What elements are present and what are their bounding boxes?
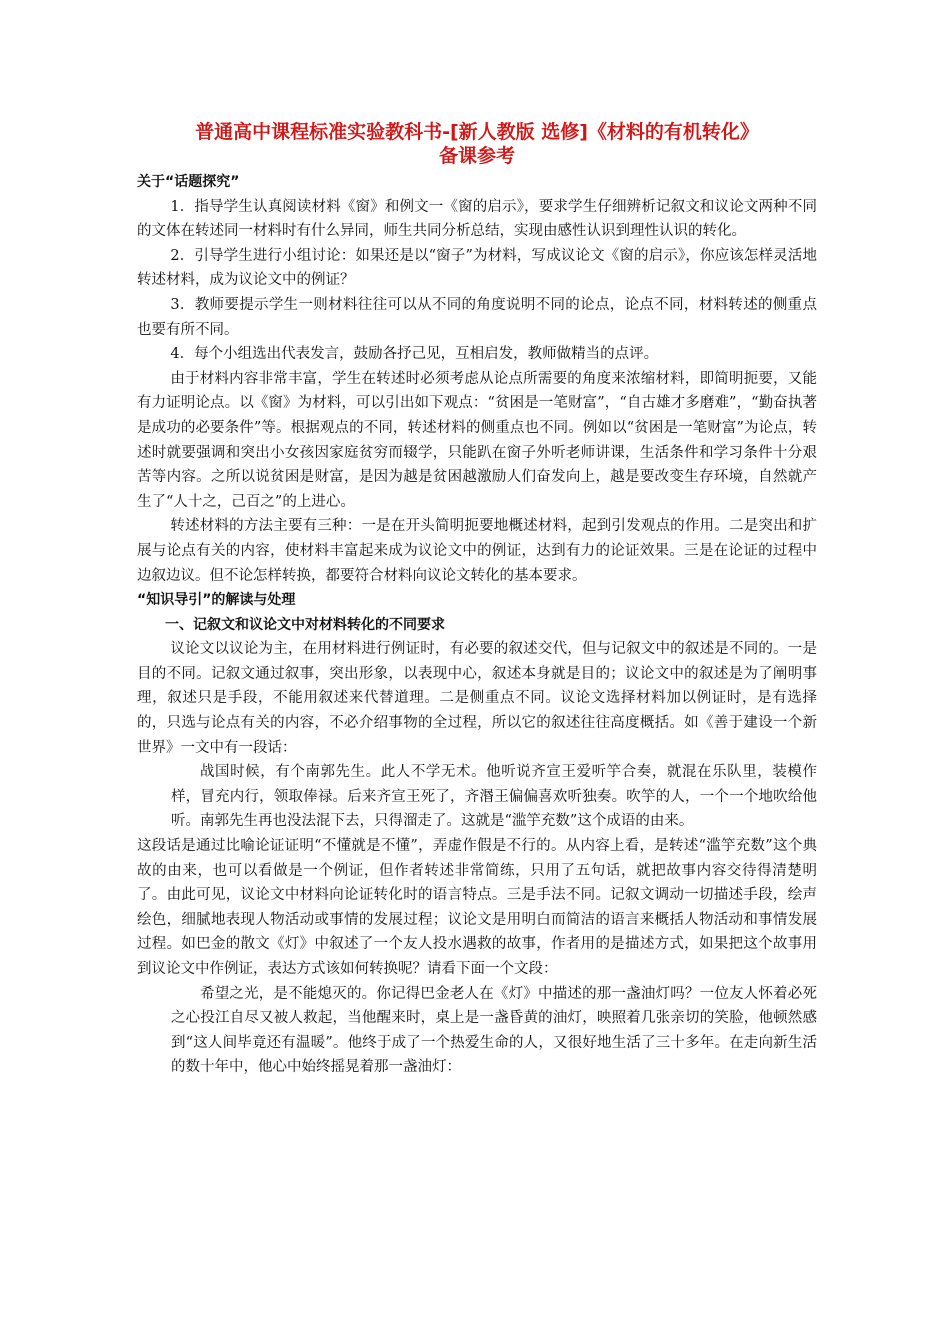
paragraph-4: 4．每个小组选出代表发言，鼓励各抒己见，互相启发，教师做精当的点评。 — [170, 346, 659, 363]
paragraph-1: 1．指导学生认真阅读材料《窗》和例文一《窗的启示》，要求学生仔细辨析记叙文和议论文两种不同的文体在转述同一材料时有什么异同，师生共同分析总结，实现由感性认识到理性认识的转化。 — [137, 198, 817, 240]
paragraph-8: 这段话是通过比喻论证证明“不懂就是不懂”，弄虚作假是不行的。从内容上看，是转述“滥竽充数”这个典故的由来，也可以看做是一个例证，但作者转述非常简练，只用了五句话，就把故事内容交待得清楚明了。由此可见，议论文中材料向论证转化时的语言特点。三是手法不同。记叙文调动一切描述手段，绘声绘色，细腻地表现人物活动或事情的发展过程；议论文是用明白而简洁的语言来概括人物活动和事情发展过程。如巴金的散文《灯》中叙述了一个友人投水遇救的故事，作者用的是描述方式，如果把这个故事用到议论文中作例证，表达方式该如何转换呢？请看下面一个文段： — [137, 838, 817, 977]
title-line-1: 普通高中课程标准实验教科书-[新人教版 选修]《材料的有机转化》 — [195, 121, 759, 143]
paragraph-5: 由于材料内容非常丰富，学生在转述时必须考虑从论点所需要的角度来浓缩材料，即简明扼要，又能有力证明论点。以《窗》为材料，可以引出如下观点：“贫困是一笔财富”，“自古雄才多磨难”，“勤奋执著是成功的必要条件”等。根据观点的不同，转述材料的侧重点也不同。例如以“贫困是一笔财富”为论点，转述时就要强调和突出小女孩因家庭贫穷而辍学，只能趴在窗子外听老师讲课，生活条件和学习条件十分艰苦等内容。之所以说贫困是财富，是因为越是贫困越激励人们奋发向上，越是要改变生存环境，自然就产生了“人十之，己百之”的上进心。 — [137, 370, 817, 510]
document-page — [137, 120, 817, 1080]
paragraph-7: 议论文以议论为主，在用材料进行例证时，有必要的叙述交代，但与记叙文中的叙述是不同的。一是目的不同。记叙文通过叙事，突出形象，以表现中心，叙述本身就是目的；议论文中的叙述是为了阐明事理，叙述只是手段，不能用叙述来代替道理。二是侧重点不同。议论文选择材料加以例证时，是有选择的，只选与论点有关的内容，不必介绍事物的全过程，所以它的叙述往往高度概括。如《善于建设一个新世界》一文中有一段话： — [137, 641, 817, 756]
section-heading-knowledge-guide: “知识导引”的解读与处理 — [137, 592, 296, 609]
section-heading-topic-inquiry: 关于“话题探究” — [137, 174, 240, 190]
subheading-material-conversion: 一、记叙文和议论文中对材料转化的不同要求 — [165, 616, 445, 633]
paragraph-3: 3．教师要提示学生一则材料往往可以从不同的角度说明不同的论点，论点不同，材料转述的侧重点也要有所不同。 — [137, 296, 817, 338]
quote-block-1: 战国时候，有个南郭先生。此人不学无术。他听说齐宣王爱听竽合奏，就混在乐队里，装模作样，冒充内行，领取俸禄。后来齐宣王死了，齐湣王偏偏喜欢听独奏。吹竽的人，一个一个地吹给他听。南郭先生再也没法混下去，只得溜走了。这就是“滥竽充数”这个成语的由来。 — [171, 764, 817, 830]
document-title — [127, 120, 827, 168]
paragraph-2: 2．引导学生进行小组讨论：如果还是以“窗子”为材料，写成议论文《窗的启示》，你应该怎样灵活地转述材料，成为议论文中的例证？ — [137, 247, 817, 289]
quote-block-2: 希望之光，是不能熄灭的。你记得巴金老人在《灯》中描述的那一盏油灯吗？一位友人怀着必死之心投江自尽又被人救起，当他醒来时，桌上是一盏昏黄的油灯，映照着几张亲切的笑脸，他顿然感到“这人间毕竟还有温暖”。他终于成了一个热爱生命的人，又很好地生活了三十多年。在走向新生活的数十年中，他心中始终摇晃着那一盏油灯： — [171, 985, 817, 1076]
title-line-2: 备课参考 — [438, 145, 515, 167]
paragraph-6: 转述材料的方法主要有三种：一是在开头简明扼要地概述材料，起到引发观点的作用。二是突出和扩展与论点有关的内容，使材料丰富起来成为议论文中的例证，达到有力的论证效果。三是在论证的过程中边叙边议。但不论怎样转换，都要符合材料向议论文转化的基本要求。 — [137, 518, 817, 584]
